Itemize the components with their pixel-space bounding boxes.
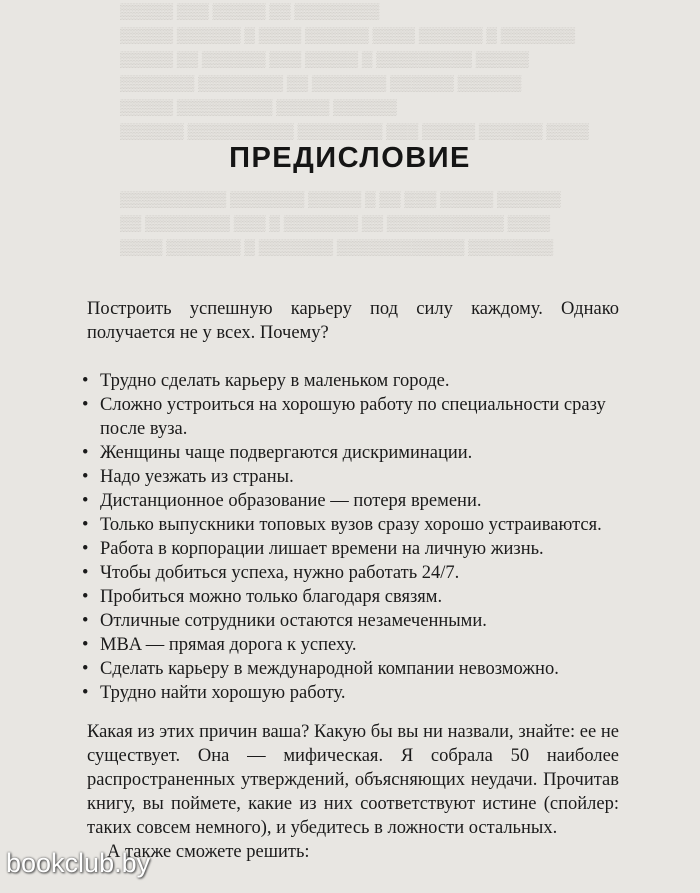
closing-paragraph: А также сможете решить: (107, 842, 310, 862)
list-item: • Трудно сделать карьеру в маленьком городе. (82, 371, 450, 391)
bullet-icon: • (82, 539, 89, 559)
bullet-icon: • (82, 611, 89, 631)
list-item: • Сделать карьеру в международной компании невозможно. (82, 659, 559, 679)
bullet-icon: • (82, 683, 89, 703)
list-item: • Сложно устроиться на хорошую работу по специальности сразу после вуза. (82, 395, 606, 439)
bullet-icon: • (82, 515, 89, 535)
list-item: • Работа в корпорации лишает времени на личную жизнь. (82, 539, 544, 559)
bleed-through-text-sub: ▒▒▒▒▒▒▒▒▒▒ ▒▒▒▒▒▒▒ ▒▒▒▒▒ ▒ ▒▒ ▒▒▒ ▒▒▒▒▒ ▒▒▒▒▒▒ ▒▒ ▒▒▒▒▒▒▒▒ ▒▒▒ ▒ ▒▒▒▒▒▒▒ ▒▒ ▒▒▒▒▒▒▒▒▒▒▒ ▒▒▒▒ ▒▒▒▒ ▒▒▒▒▒▒▒ ▒ ▒▒▒▒▒▒▒ ▒▒▒▒▒▒▒▒▒▒▒▒ ▒▒▒▒▒▒▒▒ (120, 192, 561, 256)
site-watermark: bookclub.by (6, 848, 151, 878)
page-title: ПРЕДИСЛОВИЕ (229, 142, 471, 174)
list-item: • Дистанционное образование — потеря времени. (82, 491, 482, 511)
list-item: • Трудно найти хорошую работу. (82, 683, 346, 703)
reasons-list (82, 369, 622, 705)
body-paragraph: Какая из этих причин ваша? Какую бы вы ни назвали, знайте: ее не существует. Она — мифическая. Я собрала 50 наиболее распространенных утверждений, объясняющих неудачи. Прочитав книгу, вы поймете, какие из них соответствуют истине (спойлер: таких совсем немного), и убедитесь в ложности остальных. (87, 722, 619, 838)
list-item: • Женщины чаще подвергаются дискриминации. (82, 443, 473, 463)
bullet-icon: • (82, 467, 89, 487)
bullet-icon: • (82, 659, 89, 679)
bullet-icon: • (82, 491, 89, 511)
list-item: • MBA — прямая дорога к успеху. (82, 635, 357, 655)
intro-paragraph: Построить успешную карьеру под силу каждому. Однако получается не у всех. Почему? (87, 299, 619, 343)
bullet-icon: • (82, 587, 89, 607)
bleed-through-text-top: ▒▒▒▒▒ ▒▒▒ ▒▒▒▒▒ ▒▒ ▒▒▒▒▒▒▒▒ ▒▒▒▒▒ ▒▒▒▒▒▒ ▒ ▒▒▒▒ ▒▒▒▒▒▒ ▒▒▒▒ ▒▒▒▒▒▒ ▒ ▒▒▒▒▒▒▒ ▒▒▒▒▒ ▒▒ ▒▒▒▒▒▒ ▒▒▒ ▒▒▒▒▒ ▒ ▒▒▒▒▒▒▒▒▒ ▒▒▒▒▒ ▒▒▒▒▒▒▒ ▒▒▒▒▒▒▒▒ ▒▒ ▒▒▒▒▒▒▒ ▒▒▒▒▒▒ ▒▒▒▒▒▒ ▒▒▒▒▒ ▒▒▒▒▒▒▒▒▒ ▒▒▒▒▒ ▒▒▒▒▒▒ ▒▒▒▒▒▒ ▒▒▒▒▒▒▒▒▒▒ ▒▒▒▒▒▒▒▒ ▒▒▒ ▒▒▒▒▒ ▒▒▒▒▒▒ ▒▒▒▒ (120, 4, 589, 140)
bullet-icon: • (82, 635, 89, 655)
bullet-icon: • (82, 443, 89, 463)
list-item: • Отличные сотрудники остаются незамеченными. (82, 611, 487, 631)
list-item: • Только выпускники топовых вузов сразу хорошо устраиваются. (82, 515, 602, 535)
list-item: • Пробиться можно только благодаря связям. (82, 587, 443, 607)
bullet-icon: • (82, 395, 89, 415)
list-item: • Чтобы добиться успеха, нужно работать 24/7. (82, 563, 460, 583)
bullet-icon: • (82, 371, 89, 391)
bullet-icon: • (82, 563, 89, 583)
list-item: • Надо уезжать из страны. (82, 467, 294, 487)
